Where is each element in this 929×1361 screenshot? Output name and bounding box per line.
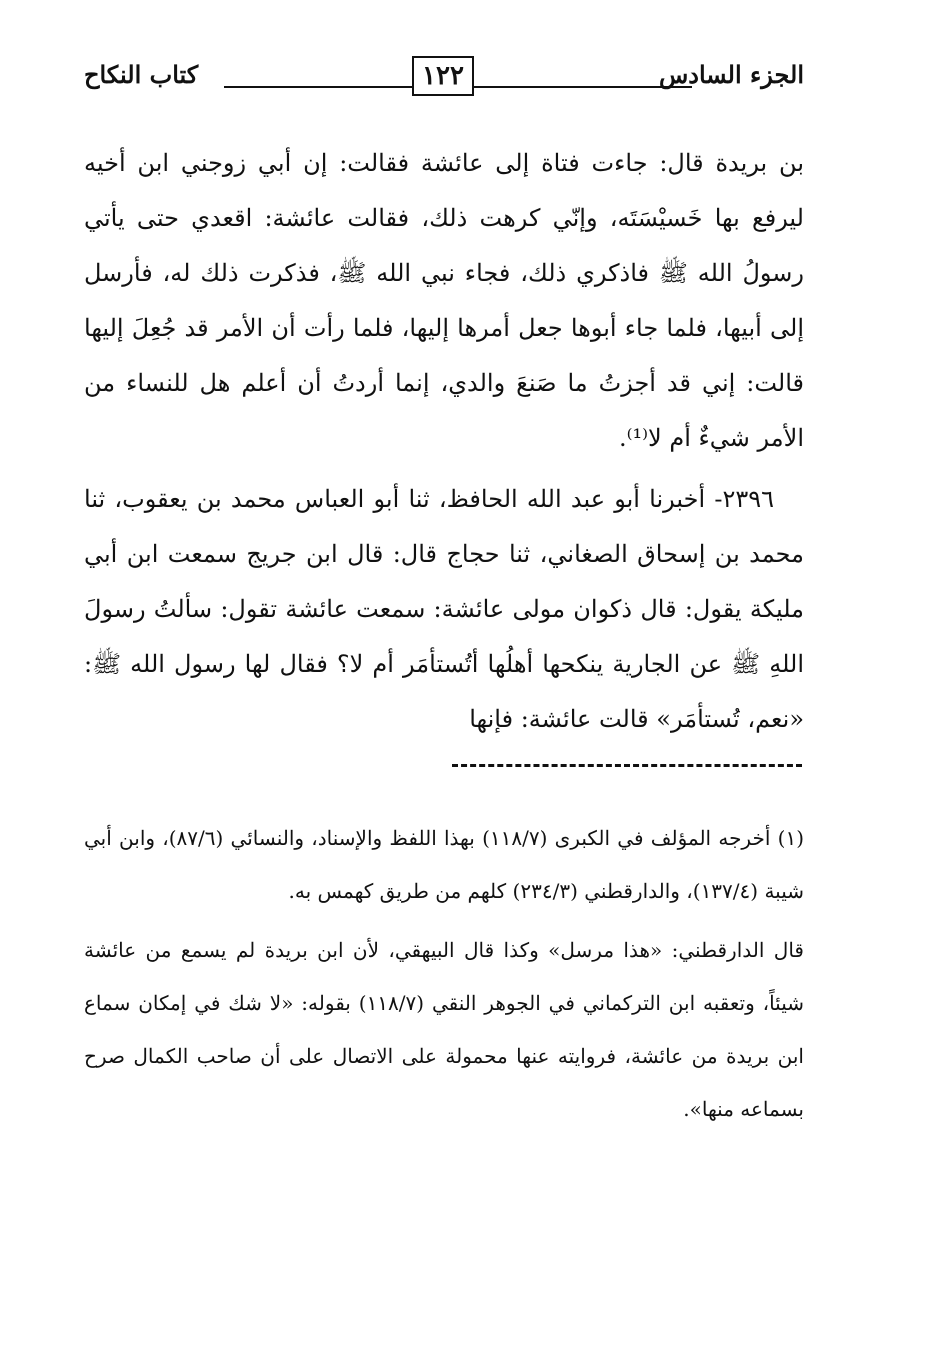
page-number: ١٢٢: [412, 56, 474, 96]
footnote-2: قال الدارقطني: «هذا مرسل» وكذا قال البيهقي، لأن ابن بريدة لم يسمع من عائشة شيئاً، وتعقبه ابن التركماني في الجوهر النقي (١١٨/٧) بقوله: «لا شك في إمكان سماع ابن بريدة من عائشة، فروايته عنها محمولة على الاتصال على أن صاحب الكمال صرح بسماعه منها».: [84, 938, 804, 1121]
footnote-separator: [452, 764, 802, 767]
body-paragraph-1: بن بريدة قال: جاءت فتاة إلى عائشة فقالت: إن أبي زوجني ابن أخيه ليرفع بها خَسيْسَتَه، وإنّي كرهت ذلك، فقالت عائشة: اقعدي حتى يأتي رسولُ الله ﷺ فاذكري ذلك، فجاء نبي الله ﷺ، فذكرت ذلك له، فأرسل إلى أبيها، فلما جاء أبوها جعل أمرها إليها، فلما رأت أن الأمر قد جُعِلَ إليها قالت: إني قد أجزتُ ما صَنعَ والدي، إنما أردتُ أن أعلم هل للنساء من الأمر شيءٌ أم لا⁽¹⁾.: [84, 149, 804, 452]
header-rule-left: [224, 86, 412, 88]
footnotes: [84, 812, 804, 1136]
body-paragraph-2: ٢٣٩٦- أخبرنا أبو عبد الله الحافظ، ثنا أبو العباس محمد بن يعقوب، ثنا محمد بن إسحاق الصغاني، ثنا حجاج قال: قال ابن جريج سمعت ابن أبي مليكة يقول: قال ذكوان مولى عائشة: سمعت عائشة تقول: سألتُ رسولَ اللهِ ﷺ عن الجارية ينكحها أهلُها أتُستأمَر أم لا؟ فقال لها رسول الله ﷺ: «نعم، تُستأمَر» قالت عائشة: فإنها: [84, 485, 804, 733]
volume-title: الجزء السادس: [658, 60, 804, 89]
page-header: [84, 52, 804, 102]
book-title: كتاب النكاح: [84, 60, 199, 89]
main-text: [84, 136, 804, 747]
footnote-1: (١) أخرجه المؤلف في الكبرى (١١٨/٧) بهذا اللفظ والإسناد، والنسائي (٨٧/٦)، وابن أبي شيبة (١٣٧/٤)، والدارقطني (٢٣٤/٣) كلهم من طريق كهمس به.: [84, 826, 804, 903]
header-rule-right: [474, 86, 692, 88]
